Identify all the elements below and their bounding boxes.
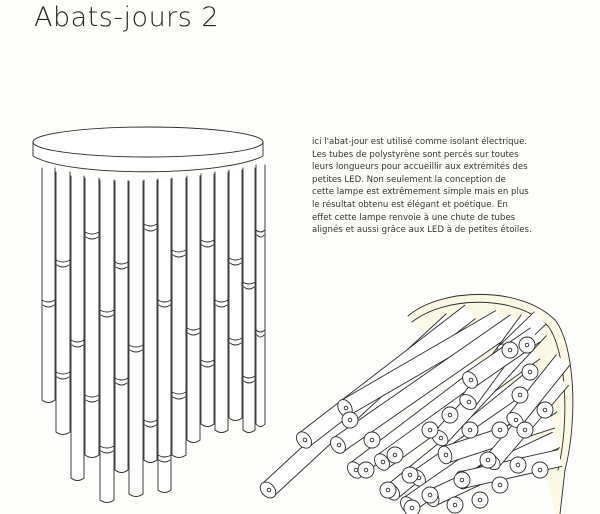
tube-end <box>480 452 496 468</box>
description-line: ici l'abat-jour est utilisé comme isolant électrique. <box>312 137 528 147</box>
tube-end <box>512 387 528 403</box>
description-line: effet cette lampe renvoie à une chute de tubes <box>312 212 516 223</box>
tube-end <box>510 457 526 473</box>
tube-end <box>447 497 463 513</box>
description-line: cette lampe est extrêmement simple mais en plus <box>312 187 529 198</box>
description-line: le résultat obtenu est élégant et poétique. En <box>312 199 508 210</box>
tube-end <box>532 462 548 478</box>
tube-end <box>380 482 396 498</box>
description-line: leurs longueurs pour accueillir aux extrémités des <box>312 162 528 173</box>
tube-end <box>422 422 438 438</box>
tube-end <box>387 447 403 463</box>
description-line: petites LED. Non seulement la conception de <box>312 174 506 185</box>
tube-end <box>492 477 508 493</box>
tube-end <box>462 422 478 438</box>
tube-end <box>422 487 438 503</box>
page-title: Abats-jours 2 <box>34 2 220 33</box>
tube-end <box>454 472 470 488</box>
tube-end <box>364 432 380 448</box>
tube-end <box>472 492 488 508</box>
tube-end <box>519 337 535 353</box>
description-paragraph <box>312 136 544 237</box>
fallen-lamp-group <box>257 294 573 514</box>
tube-end <box>342 412 358 428</box>
tube-end <box>517 422 533 438</box>
tube-end <box>442 407 458 423</box>
tube-end <box>522 364 538 380</box>
tube-end <box>404 500 420 514</box>
description-line: Les tubes de polystyrène sont percés sur toutes <box>312 149 519 160</box>
tube-end <box>358 462 374 478</box>
tube-end <box>537 402 553 418</box>
tube-end <box>502 342 518 358</box>
tube-end <box>402 467 418 483</box>
description-line: alignés et aussi grâce aux LED à de petites étoiles. <box>312 225 532 236</box>
tube-end <box>492 422 508 438</box>
